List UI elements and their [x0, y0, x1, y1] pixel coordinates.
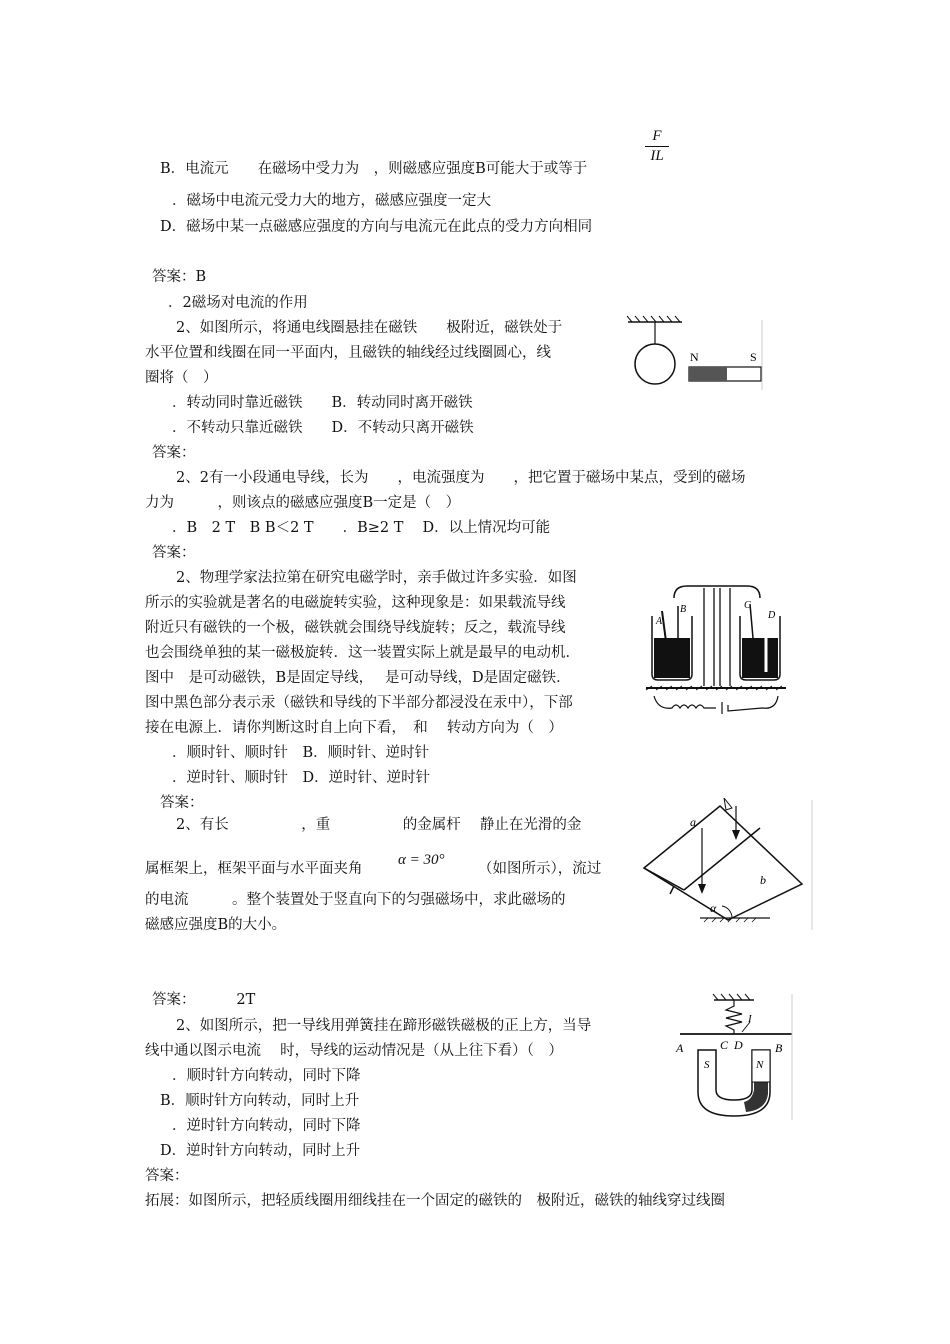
q6-option-a: ．顺时针方向转动，同时下降	[172, 1068, 361, 1084]
coil-magnet-figure	[622, 312, 767, 392]
q5-line-3: 的电流 。整个装置处于竖直向下的匀强磁场中，求此磁场的	[145, 892, 566, 908]
section-heading: ．2磁场对电流的作用	[168, 295, 308, 311]
q3-line-2: 力为 ，则该点的磁感应强度B一定是（ ）	[145, 495, 461, 511]
inclined-frame-figure	[640, 798, 815, 933]
label-n: N	[690, 350, 699, 364]
extension-line: 拓展：如图所示，把轻质线圈用细线挂在一个固定的磁铁的 极附近，磁铁的轴线穿过线圈	[145, 1193, 725, 1209]
label-s: S	[704, 1059, 710, 1071]
q2-options-ab: ．转动同时靠近磁铁 B．转动同时离开磁铁	[172, 395, 473, 411]
q2-line-3: 圈将（ ）	[145, 370, 218, 386]
q2-options-cd: ．不转动只靠近磁铁 D．不转动只离开磁铁	[172, 420, 474, 436]
q4-line-6: 图中黑色部分表示汞（磁铁和导线的下半部分都浸没在汞中），下部	[145, 695, 573, 711]
label-b: B	[775, 1041, 783, 1055]
q4-line-3: 附近只有磁铁的一个极，磁铁就会围绕导线旋转；反之，载流导线	[145, 620, 566, 636]
q5-line-4: 磁感应强度B的大小。	[145, 917, 287, 933]
label-n: N	[756, 1059, 764, 1071]
label-c: C	[720, 1038, 729, 1052]
q2-answer: 答案：	[152, 445, 196, 461]
q4-line-2: 所示的实验就是著名的电磁旋转实验，这种现象是：如果载流导线	[145, 595, 566, 611]
q5-angle: α = 30°	[398, 852, 445, 868]
label-c: C	[744, 600, 751, 611]
q6-line-1: 2、如图所示，把一导线用弹簧挂在蹄形磁铁磁极的正上方，当导	[176, 1018, 592, 1034]
q6-option-c: ．逆时针方向转动，同时下降	[172, 1118, 361, 1134]
label-a: A	[676, 1041, 684, 1055]
q3-answer: 答案：	[152, 545, 196, 561]
q1-option-b: B．电流元 在磁场中受力为 ，则磁感应强度B可能大于或等于	[160, 161, 588, 177]
fraction-numerator: F	[652, 128, 662, 144]
label-i: I	[748, 1013, 752, 1025]
q5-line-2b: （如图所示），流过	[478, 861, 602, 877]
q6-option-d: D．逆时针方向转动，同时上升	[160, 1143, 361, 1159]
q2-line-1: 2、如图所示，将通电线圈悬挂在磁铁 极附近，磁铁处于	[176, 320, 563, 336]
fraction-f-over-il	[645, 128, 669, 165]
q6-option-b: B．顺时针方向转动，同时上升	[160, 1093, 360, 1109]
q1-option-d: D．磁场中某一点磁感应强度的方向与电流元在此点的受力方向相同	[160, 219, 593, 235]
label-d: D	[768, 610, 776, 621]
q2-line-2: 水平位置和线圈在同一平面内，且磁铁的轴线经过线圈圆心，线	[145, 345, 551, 361]
q4-line-5: 图中 是可动磁铁，B是固定导线， 是可动导线，D是固定磁铁．	[145, 670, 571, 686]
label-a: A	[656, 616, 663, 627]
q1-answer: 答案：B	[152, 269, 207, 285]
label-d: D	[734, 1038, 743, 1052]
q4-options-ab: ．顺时针、顺时针 B．顺时针、逆时针	[172, 745, 430, 761]
label-s: S	[750, 350, 757, 364]
q5-answer: 答案： 2T	[152, 992, 256, 1008]
q4-line-4: 也会围绕单独的某一磁极旋转．这一装置实际上就是最早的电动机．	[145, 645, 580, 661]
q1-option-c: ．磁场中电流元受力大的地方，磁感应强度一定大	[172, 193, 491, 209]
q3-options: ．B 2 T B B＜2 T ．B≥2 T D．以上情况均可能	[172, 520, 551, 536]
label-alpha: α	[710, 901, 717, 915]
q4-line-1: 2、物理学家法拉第在研究电磁学时，亲手做过许多实验．如图	[176, 570, 577, 586]
q4-options-cd: ．逆时针、顺时针 D．逆时针、逆时针	[172, 770, 431, 786]
q3-line-1: 2、2有一小段通电导线，长为 ，电流强度为 ，把它置于磁场中某点，受到的磁场	[176, 470, 746, 486]
q4-answer: 答案：	[160, 795, 204, 811]
q5-line-1: 2、有长 ，重 的金属杆 静止在光滑的金	[176, 817, 582, 833]
label-b: b	[760, 873, 766, 887]
horseshoe-magnet-figure	[672, 992, 797, 1122]
label-b: B	[680, 604, 687, 615]
q4-line-7: 接在电源上．请你判断这时自上向下看， 和 转动方向为（ ）	[145, 720, 563, 736]
electromagnetic-rotation-figure	[642, 576, 790, 721]
q5-line-2a: 属框架上，框架平面与水平面夹角	[145, 861, 363, 877]
q6-answer: 答案：	[145, 1168, 189, 1184]
fraction-denominator: IL	[650, 148, 664, 164]
q6-line-2: 线中通以图示电流 时，导线的运动情况是（从上往下看）（ ）	[145, 1043, 563, 1059]
label-a: a	[690, 815, 696, 829]
